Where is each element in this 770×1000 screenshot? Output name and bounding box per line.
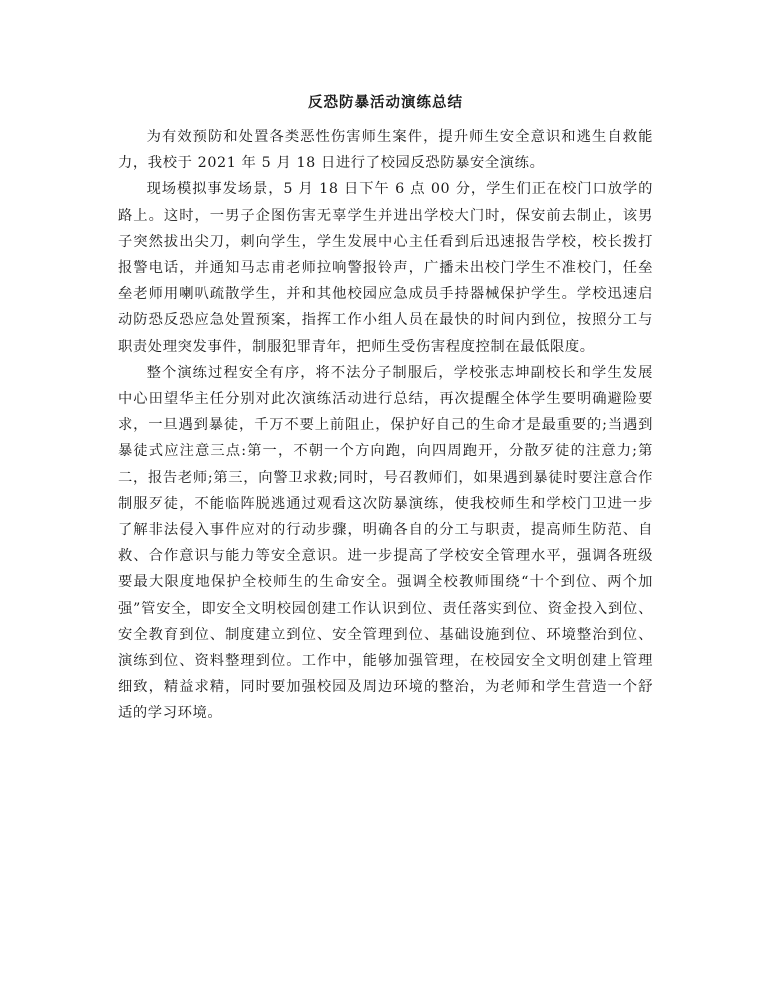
paragraph-intro: 为有效预防和处置各类恶性伤害师生案件，提升师生安全意识和逃生自救能力，我校于 2021 年 5 月 18 日进行了校园反恐防暴安全演练。 xyxy=(118,129,653,172)
paragraph-summary: 整个演练过程安全有序，将不法分子制服后，学校张志坤副校长和学生发展中心田望华主任分别对此次演练活动进行总结，再次提醒全体学生要明确避险要求，一旦遇到暴徒，千万不要上前阻止，保护好自己的生命才是最重要的;当遇到暴徒式应注意三点:第一，不朝一个方向跑，向四周跑开，分散歹徒的注意力;第二，报告老师;第三，向警卫求救;同时，号召教师们，如果遇到暴徒时要注意合作制服歹徒，不能临阵脱逃通过观看这次防暴演练，使我校师生和学校门卫进一步了解非法侵入事件应对的行动步骤，明确各自的分工与职责，提高师生防范、自救、合作意识与能力等安全意识。进一步提高了学校安全管理水平，强调各班级要最大限度地保护全校师生的生命安全。强调全校教师围绕“十个到位、两个加强”管安全，即安全文明校园创建工作认识到位、责任落实到位、资金投入到位、安全教育到位、制度建立到位、安全管理到位、基础设施到位、环境整治到位、演练到位、资料整理到位。工作中，能够加强管理，在校园安全文明创建上管理细致，精益求精，同时要加强校园及周边环境的整治，为老师和学生营造一个舒适的学习环境。 xyxy=(118,364,653,722)
document-title: 反恐防暴活动演练总结 xyxy=(308,94,463,111)
paragraph-scenario: 现场模拟事发场景，5 月 18 日下午 6 点 00 分，学生们正在校门口放学的路上。这时，一男子企图伤害无辜学生并进出学校大门时，保安前去制止，该男子突然拔出尖刀，刺向学生，学生发展中心主任看到后迅速报告学校，校长拨打报警电话，并通知马志甫老师拉响警报铃声，广播未出校门学生不准校门，任垒垒老师用喇叭疏散学生，并和其他校园应急成员手持器械保护学生。学校迅速启动防恐反恐应急处置预案，指挥工作小组人员在最快的时间内到位，按照分工与职责处理突发事件，制服犯罪青年，把师生受伤害程度控制在最低限度。 xyxy=(118,181,653,355)
document-page xyxy=(118,92,653,727)
